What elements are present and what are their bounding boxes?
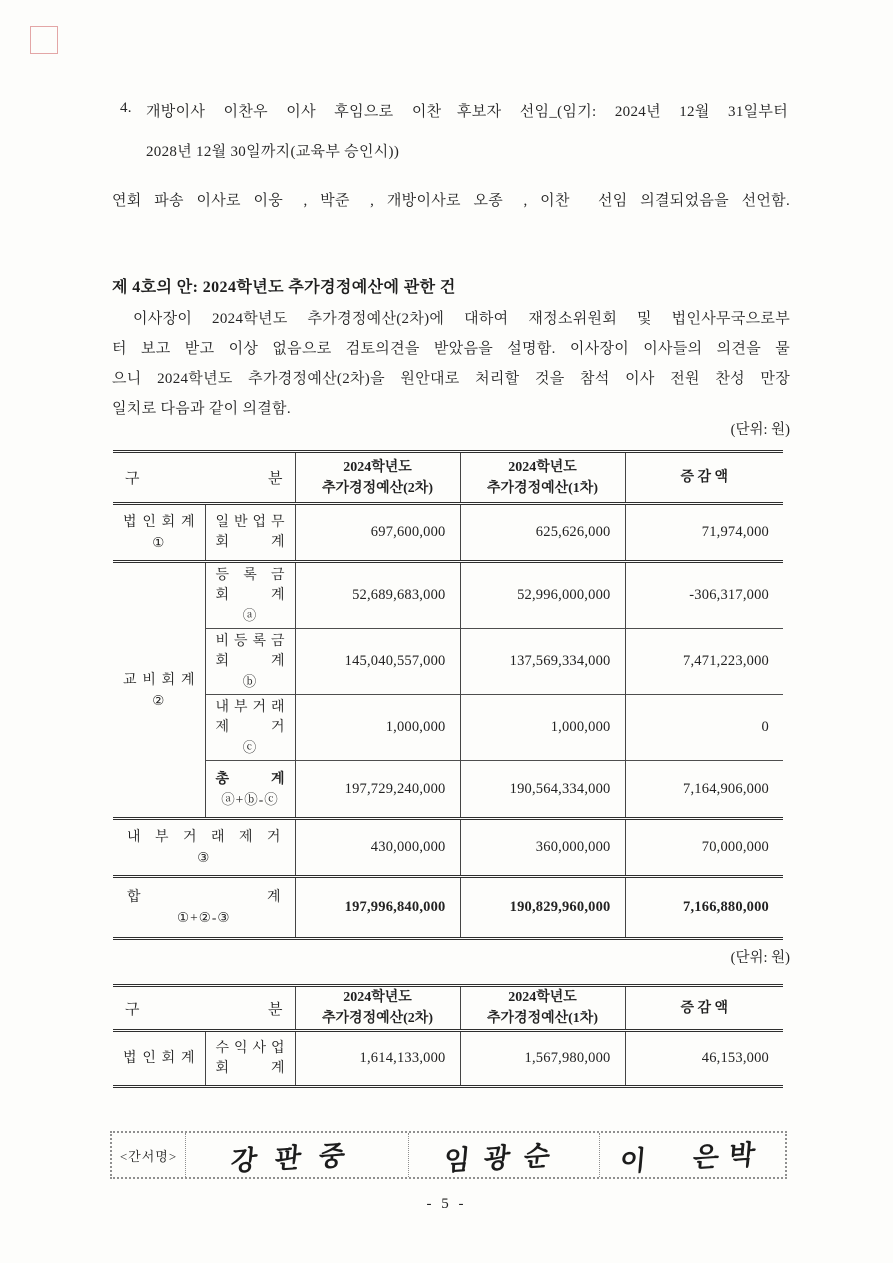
unit-label-main: (단위: 원) [730,422,790,438]
cell-value: 71,974,000 [625,504,783,562]
cell-edu-group: 교 비 회 계 ② [113,562,205,819]
cell-value: 1,000,000 [295,695,460,761]
signature-cell-3 [599,1133,785,1177]
red-stamp-mark [30,26,58,54]
item4-text: 개방이사 이찬우 이사 후임으로 이찬 후보자 선임_(임기: 2024년 12월 31일부터 [146,104,788,120]
cell-subtotal-label: 총 계 ⓐ+ⓑ-ⓒ [205,761,295,819]
cell-value: 7,166,880,000 [625,877,783,939]
handwritten-signature-2: 임광순 [442,1139,566,1176]
cell-value: -306,317,000 [625,562,783,629]
row-subtotal [113,761,783,819]
cell-tuition-label: 등 록 금 회 계 ⓐ [205,562,295,629]
cell-profit-label: 수 익 사 업 회 계 [205,1031,295,1087]
row-grand-total [113,877,783,939]
signature-box [110,1131,787,1179]
page-number: - 5 - [426,1196,467,1212]
cell-value: 52,689,683,000 [295,562,460,629]
cell-value: 145,040,557,000 [295,629,460,695]
cell-value: 0 [625,695,783,761]
cell-corp-label: 일 반 업 무 회 계 [205,504,295,562]
header-gubun [113,986,295,1031]
cell-internal-label: 내 부 거 래 제 거 ⓒ [205,695,295,761]
signature-cell-2 [408,1133,599,1177]
row-tuition [113,562,783,629]
row-profit-business [113,1031,783,1087]
agenda-body-line: 일치로 다음과 같이 의결함. [112,401,291,417]
cell-nontuition-label: 비 등 록 금 회 계 ⓑ [205,629,295,695]
unit-label-profit: (단위: 원) [730,950,790,966]
agenda-body-line: 이사장이 2024학년도 추가경정예산(2차)에 대하여 재정소위원회 및 법인사무국으로부 [133,311,790,327]
cell-value: 697,600,000 [295,504,460,562]
header-diff: 증 감 액 [625,452,783,504]
agenda-heading: 제 4호의 안: 2024학년도 추가경정예산에 관한 건 [112,279,456,296]
header-budget1: 2024학년도 추가경정예산(1차) [460,986,625,1031]
cell-value: 7,471,223,000 [625,629,783,695]
row-corp-general [113,504,783,562]
signature-cell-1 [185,1133,408,1177]
item4-line1 [120,100,788,121]
table-header-row [113,986,783,1031]
cell-corp-group: 법 인 회 계 ① [113,504,205,562]
agenda-item-4 [120,100,788,161]
cell-value: 360,000,000 [460,819,625,877]
cell-value: 190,564,334,000 [460,761,625,819]
budget-table-main [113,450,783,940]
handwritten-signature-3: 이 은박 [618,1138,767,1177]
cell-value: 137,569,334,000 [460,629,625,695]
row-nontuition [113,629,783,695]
agenda-body-line: 터 보고 받고 이상 없음으로 검토의견을 받았음을 설명함. 이사장이 이사들의 의견을 물 [112,341,790,357]
header-budget2: 2024학년도 추가경정예산(2차) [295,986,460,1031]
row-internal-elim [113,695,783,761]
header-gubun-label: 구 분 [125,1001,283,1018]
cell-value: 1,000,000 [460,695,625,761]
cell-total-label: 합 계 ①+②-③ [113,877,295,939]
row-internal-elim-3 [113,819,783,877]
header-gubun-label: 구 분 [125,471,283,487]
cell-internal3-label: 내 부 거 래 제 거 ③ [113,819,295,877]
cell-value: 430,000,000 [295,819,460,877]
signature-box-label-cell [112,1133,185,1177]
cell-value: 190,829,960,000 [460,877,625,939]
header-diff: 증 감 액 [625,986,783,1031]
agenda-body-paragraph [112,304,790,424]
item4-marker: 4. [120,100,132,116]
cell-value: 7,164,906,000 [625,761,783,819]
cell-corp-group: 법 인 회 계 [113,1031,205,1087]
declaration-paragraph: 연회 파송 이사로 이웅 , 박준 , 개방이사로 오종 , 이찬 선임 의결되었음을 선언함. [112,193,790,209]
cell-value: 1,614,133,000 [295,1031,460,1087]
cell-value: 46,153,000 [625,1031,783,1087]
header-gubun [113,452,295,504]
cell-value: 197,996,840,000 [295,877,460,939]
cell-value: 52,996,000,000 [460,562,625,629]
agenda-body-line: 으니 2024학년도 추가경정예산(2차)을 원안대로 처리할 것을 참석 이사 전원 찬성 만장 [112,371,790,387]
cell-value: 197,729,240,000 [295,761,460,819]
budget-table-profit [113,984,783,1088]
signature-box-label: <간서명> [119,1148,178,1164]
cell-value: 1,567,980,000 [460,1031,625,1087]
header-budget2: 2024학년도 추가경정예산(2차) [295,452,460,504]
item4-line2: 2028년 12월 30일까지(교육부 승인시)) [146,144,400,160]
table-header-row [113,452,783,504]
cell-value: 625,626,000 [460,504,625,562]
cell-value: 70,000,000 [625,819,783,877]
header-budget1: 2024학년도 추가경정예산(1차) [460,452,625,504]
handwritten-signature-1: 강판중 [229,1138,365,1177]
